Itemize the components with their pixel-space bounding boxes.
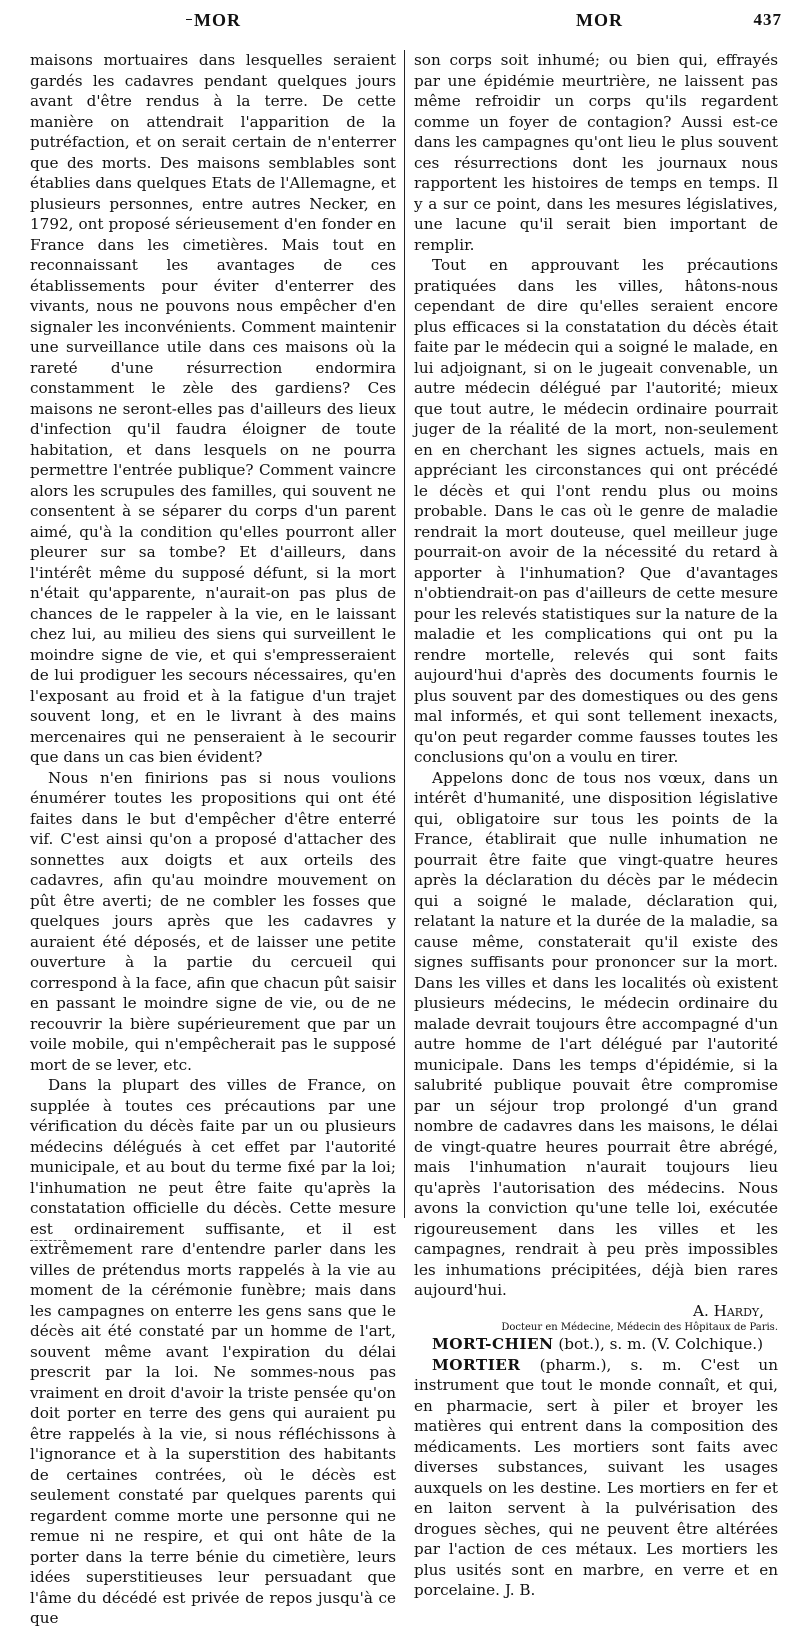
page-number: 437 <box>753 10 782 29</box>
right-column <box>414 50 778 1601</box>
header-right-title: MOR <box>576 10 623 30</box>
entry-headword: MORTIER <box>432 1355 521 1374</box>
footer-mark <box>30 1240 66 1241</box>
left-paragraph-2: Nous n'en finirions pas si nous voulions énumérer toutes les propositions qui ont été faites dans le but d'empêcher d'être enterré vif. C'est ainsi qu'on a proposé d'attacher des sonnettes aux doigts et aux orteils des cadavres, afin qu'au moindre mouvement on pût être averti; de ne combler les fosses que quelques jours après que les cadavres y auraient été déposés, et de laisser une petite ouverture à la partie du cercueil qui correspond à la face, afin que chacun pût saisir en passant le moindre signe de vie, ou de ne recouvrir la bière supérieurement que par un voile mobile, qui n'empêcherait pas le supposé mort de se lever, etc. <box>30 768 396 1074</box>
right-paragraph-1: son corps soit inhumé; ou bien qui, effrayés par une épidémie meurtrière, ne laissent pas même refroidir un corps qu'ils regardent comme un foyer de contagion? Aussi est-ce dans les campagnes qu'ont lieu le plus souvent ces résurrections dont les journaux nous rapportent les histoires de temps en temps. Il y a sur ce point, dans les mesures législatives, une lacune qu'il serait bien important de remplir. <box>414 51 778 254</box>
author-signature: A. Hardy, <box>692 1301 764 1320</box>
header-dash <box>186 19 192 20</box>
left-paragraph-1: maisons mortuaires dans lesquelles seraient gardés les cadavres pendant quelques jours avant d'être rendus à la terre. De cette manière on attendrait l'apparition de la putréfaction, et on serait certain de n'enterrer que des morts. Des maisons semblables sont établies dans quelques Etats de l'Allemagne, et plusieurs personnes, entre autres Necker, en 1792, ont proposé sérieusement d'en fonder en France dans les cimetières. Mais tout en reconnaissant les avantages de ces établissements pour éviter d'enterrer des vivants, nous ne pouvons nous empêcher d'en signaler les inconvénients. Comment maintenir une surveillance utile dans ces maisons où la rareté d'une résurrection endormira constamment le zèle des gardiens? Ces maisons ne seront-elles pas d'ailleurs des lieux d'infection qu'il faudra éloigner de toute habitation, et dans lesquels on ne pourra permettre l'entrée publique? Comment vaincre alors les scrupules des familles, qui souvent ne consentent à se séparer du corps d'un parent aimé, qu'à la condition qu'elles pourront aller pleurer sur sa tombe? Et d'ailleurs, dans l'intérêt même du supposé défunt, si la mort n'était qu'apparente, n'aurait-on pas plus de chances de le rappeler à la vie, en le laissant chez lui, au milieu des siens qui surveillent le moindre signe de vie, et qui s'empresseraient de lui prodiguer les secours nécessaires, qu'en l'exposant au froid et à la fatigue d'un trajet souvent long, et en le livrant à des mains mercenaires qui ne penseraient à le secourir que dans un cas bien évident? <box>30 51 396 766</box>
left-paragraph-3: Dans la plupart des villes de France, on supplée à toutes ces précautions par une vérification du décès faite par un ou plusieurs médecins délégués à cet effet par l'autorité municipale, et au bout du terme fixé par la loi; l'inhumation ne peut être faite qu'après la constatation officielle du décès. Cette mesure est ordinairement suffisante, et il est extrêmement rare d'entendre parler dans les villes de prétendus morts rappelés à la vie au moment de la cérémonie funèbre; mais dans les campagnes on enterre les gens sans que le décès ait été constaté par un homme de l'art, souvent même avant l'expiration du délai prescrit par la loi. Ne sommes-nous pas vraiment en droit d'avoir la triste pensée qu'on doit porter en terre des gens qui auraient pu être rappelés à la vie, si nous réfléchissons à l'ignorance et à la superstition des habitants de certaines contrées, où le décès est seulement constaté par quelques parents qui regardent comme morte une personne qui ne remue ni ne respire, et qui ont hâte de la porter dans la terre bénie du cimetière, leurs idées superstitieuses leur persuadant que l'âme du décédé est privée de repos jusqu'à ce que <box>30 1076 396 1627</box>
header-left-title: MOR <box>194 10 241 30</box>
column-divider <box>404 50 405 1218</box>
entry-headword: MORT-CHIEN <box>432 1335 554 1353</box>
right-paragraph-3: Appelons donc de tous nos vœux, dans un intérêt d'humanité, une disposition législative qui, obligatoire sur tous les points de la France, établirait que nulle inhumation ne pourrait être faite que vingt-quatre heures après la déclaration du décès par le médecin qui a soigné le malade, déclaration qui, relatant la nature et la durée de la maladie, sa cause même, constaterait qu'il existe des signes suffisants pour prononcer sur la mort. Dans les villes et dans les localités où existent plusieurs médecins, le médecin ordinaire du malade devrait toujours être accompagné d'un autre homme de l'art délégué par l'autorité municipale. Dans les temps d'épidémie, si la salubrité publique pouvait être compromise par un séjour trop prolongé d'un grand nombre de cadavres dans les maisons, le délai de vingt-quatre heures pourrait être abrégé, mais l'inhumation n'aurait toujours lieu qu'après l'autorisation des médecins. Nous avons la conviction qu'une telle loi, exécutée rigoureusement dans les villes et les campagnes, rendrait à peu près impossibles les inhumations précipitées, déjà bien rares aujourd'hui. <box>414 768 778 1299</box>
entry-mortier <box>414 1355 778 1601</box>
entry-body: (pharm.), s. m. C'est un instrument que tout le monde connaît, et qui, en pharmacie, sert à piler et broyer les matières qui entrent dans la composition des médicaments. Les mortiers sont faits avec diverses substances, suivant les usages auxquels on les destine. Les mortiers en fer et en laiton servent à la pulvérisation des drogues sèches, qui ne peuvent être altérées par l'action de ces métaux. Les mortiers les plus usités sont en marbre, en verre et en porcelaine. J. B. <box>414 1355 778 1599</box>
running-header <box>0 0 800 40</box>
entry-mort-chien <box>414 1334 778 1355</box>
left-column <box>30 50 396 1629</box>
entry-body: (bot.), s. m. (V. Colchique.) <box>558 1335 764 1353</box>
right-paragraph-2: Tout en approuvant les précautions pratiquées dans les villes, hâtons-nous cependant de dire qu'elles seraient encore plus efficaces si la constatation du décès était faite par le médecin qui a soigné le malade, en lui adjoignant, si on le jugeait convenable, un autre médecin délégué par l'autorité; mieux que tout autre, le médecin ordinaire pourrait juger de la réalité de la mort, non-seulement en en cherchant les signes actuels, mais en appréciant les circonstances qui ont précédé le décès et qui l'ont rendu plus ou moins probable. Dans le cas où le genre de maladie rendrait la mort douteuse, quel meilleur juge pourrait-on avoir de la nécessité du retard à apporter à l'inhumation? Que d'avantages n'obtiendrait-on pas d'ailleurs de cette mesure pour les relevés statistiques sur la nature de la maladie et les complications qui ont pu la rendre mortelle, relevés qui sont faits aujourd'hui d'après des documents fournis le plus souvent par des domestiques ou des gens mal informés, et qui sont tellement inexacts, qu'on peut regarder comme fausses toutes les conclusions qu'on a voulu en tirer. <box>414 256 778 766</box>
author-title: Docteur en Médecine, Médecin des Hôpitaux de Paris. <box>501 1322 778 1333</box>
